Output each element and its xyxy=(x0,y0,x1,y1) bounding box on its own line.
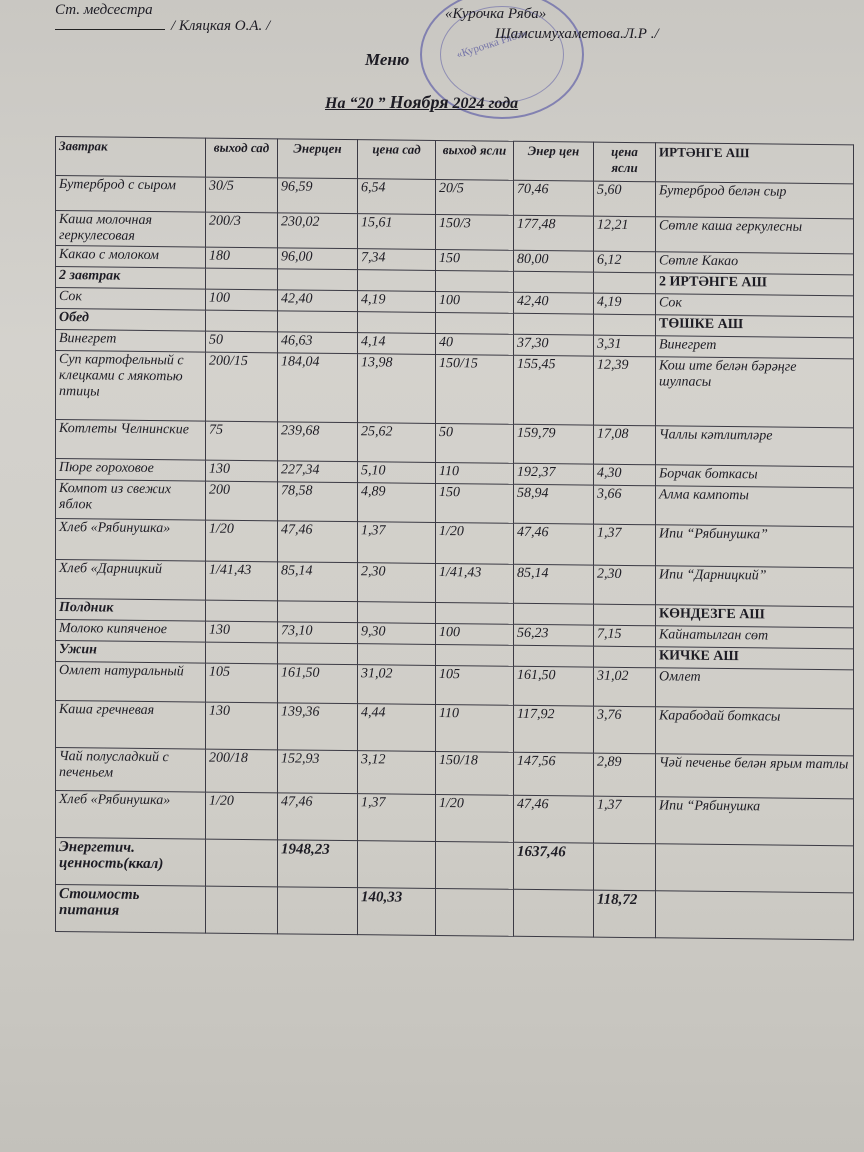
col-portion-yasli-cell: 100 xyxy=(436,291,514,313)
col-portion-yasli-cell: 150 xyxy=(436,483,514,523)
col-portion-sad-cell xyxy=(206,310,278,332)
col-price-sad-cell: 15,61 xyxy=(358,214,436,250)
col-tatar-name-cell: Борчак боткасы xyxy=(656,465,854,488)
empty-cell xyxy=(206,839,278,887)
col-price-yasli-cell xyxy=(594,604,656,626)
col-portion-yasli-cell xyxy=(436,270,514,292)
col-portion-yasli-cell: 150/3 xyxy=(436,214,514,250)
col-price-sad-cell xyxy=(358,270,436,292)
col-price-sad-header: цена сад xyxy=(358,140,436,180)
col-energy-yasli-cell: 192,37 xyxy=(514,463,594,485)
col-price-yasli-cell: 3,31 xyxy=(594,335,656,357)
col-energy-sad-cell: 47,46 xyxy=(278,521,358,563)
col-price-sad-cell: 3,12 xyxy=(358,751,436,795)
col-portion-sad-cell: 130 xyxy=(206,621,278,643)
cost-total-row-label: Стоимость питания xyxy=(56,885,206,934)
col-tatar-name-header: ИРТӘНГЕ АШ xyxy=(656,143,854,184)
col-price-yasli-cell: 3,66 xyxy=(594,485,656,525)
col-portion-yasli-cell: 1/20 xyxy=(436,522,514,564)
org-name: «Курочка Ряба» xyxy=(445,6,547,22)
col-price-sad-cell: 25,62 xyxy=(358,423,436,463)
col-tatar-name-cell: Ипи “Рябинушка” xyxy=(656,525,854,568)
nurse-label: Ст. медсестра xyxy=(55,2,153,18)
col-price-yasli-cell: 3,76 xyxy=(594,706,656,754)
col-price-sad-cell: 4,44 xyxy=(358,704,436,752)
col-price-sad-cell: 4,14 xyxy=(358,333,436,355)
col-energy-yasli-cell: 177,48 xyxy=(514,215,594,251)
col-energy-yasli-cell xyxy=(514,271,594,293)
col-price-yasli-cell xyxy=(594,314,656,336)
col-price-yasli-cell: 6,12 xyxy=(594,251,656,273)
col-meal-name-cell: Чай полусладкий с печеньем xyxy=(56,748,206,793)
col-price-sad-cell xyxy=(358,644,436,666)
col-energy-sad-cell xyxy=(278,269,358,291)
col-meal-name-cell: Бутерброд с сыром xyxy=(56,176,206,213)
col-price-sad-cell: 1,37 xyxy=(358,522,436,564)
col-portion-yasli-cell xyxy=(436,602,514,624)
col-energy-yasli-cell: 70,46 xyxy=(514,180,594,216)
empty-cell xyxy=(278,887,358,935)
col-energy-yasli-cell: 159,79 xyxy=(514,424,594,464)
col-energy-yasli-cell: 161,50 xyxy=(514,666,594,706)
col-portion-yasli-cell xyxy=(436,312,514,334)
col-energy-yasli-cell: 37,30 xyxy=(514,334,594,356)
col-energy-yasli-cell xyxy=(514,645,594,667)
col-energy-sad-cell: 184,04 xyxy=(278,353,358,423)
col-tatar-name-cell: Бутерброд белән сыр xyxy=(656,182,854,219)
col-portion-yasli-cell: 105 xyxy=(436,665,514,705)
col-energy-sad-cell xyxy=(278,643,358,665)
col-portion-sad-cell: 30/5 xyxy=(206,177,278,213)
empty-cell xyxy=(206,886,278,934)
col-price-sad-cell: 2,30 xyxy=(358,563,436,603)
col-price-yasli-cell: 7,15 xyxy=(594,625,656,647)
col-tatar-name-cell: КИЧКЕ АШ xyxy=(656,647,854,670)
col-portion-yasli-cell: 150 xyxy=(436,249,514,271)
col-tatar-name-cell: Ипи “Рябинушка xyxy=(656,797,854,846)
col-portion-sad-cell: 1/20 xyxy=(206,520,278,562)
col-price-yasli-cell: 1,37 xyxy=(594,796,656,844)
col-energy-yasli-cell: 56,23 xyxy=(514,624,594,646)
col-energy-sad-cell: 96,00 xyxy=(278,248,358,270)
col-energy-yasli-cell: 80,00 xyxy=(514,250,594,272)
col-energy-sad-cell xyxy=(278,601,358,623)
col-energy-sad-cell: 152,93 xyxy=(278,750,358,794)
col-tatar-name-cell: Сөтле Какао xyxy=(656,252,854,275)
col-price-sad-cell: 9,30 xyxy=(358,623,436,645)
col-price-yasli-cell: 2,89 xyxy=(594,753,656,797)
col-portion-yasli-cell: 110 xyxy=(436,704,514,752)
col-price-yasli-header: цена ясли xyxy=(594,142,656,182)
col-meal-name-cell: Какао с молоком xyxy=(56,246,206,269)
col-portion-yasli-cell: 110 xyxy=(436,462,514,484)
col-energy-sad-cell: 227,34 xyxy=(278,461,358,483)
col-tatar-name-cell: Кайнатылган сөт xyxy=(656,626,854,649)
col-energy-sad-cell: 230,02 xyxy=(278,213,358,249)
col-portion-sad-cell: 200/3 xyxy=(206,212,278,248)
col-meal-name-cell: Каша гречневая xyxy=(56,701,206,750)
col-portion-sad-cell: 50 xyxy=(206,331,278,353)
col-meal-name-cell: Омлет натуральный xyxy=(56,662,206,703)
energy-total-row xyxy=(56,838,854,893)
col-energy-sad-cell: 85,14 xyxy=(278,562,358,602)
col-energy-yasli-cell xyxy=(514,603,594,625)
col-tatar-name-cell: Чаллы кәтлитләре xyxy=(656,426,854,467)
col-tatar-name-cell: 2 ИРТӘНГЕ АШ xyxy=(656,273,854,296)
col-price-sad-cell xyxy=(358,312,436,334)
col-meal-name-cell: Ужин xyxy=(56,641,206,664)
col-price-yasli-cell: 12,21 xyxy=(594,216,656,252)
col-portion-yasli-cell: 40 xyxy=(436,333,514,355)
col-meal-name-cell: Обед xyxy=(56,309,206,332)
col-portion-sad-cell xyxy=(206,642,278,664)
col-energy-yasli-cell: 47,46 xyxy=(514,523,594,565)
col-portion-yasli-cell: 1/20 xyxy=(436,794,514,842)
col-energy-yasli-cell xyxy=(514,313,594,335)
col-tatar-name-cell: Кош ите белән бәрәңге шулпасы xyxy=(656,357,854,428)
col-meal-name-cell: Компот из свежих яблок xyxy=(56,480,206,521)
menu-date xyxy=(325,92,518,113)
col-portion-sad-cell: 130 xyxy=(206,702,278,750)
col-portion-sad-cell: 200 xyxy=(206,481,278,521)
col-energy-sad-header: Энерцен xyxy=(278,139,358,179)
col-price-sad-cell: 4,89 xyxy=(358,483,436,523)
cost-total-row-sad-value: 140,33 xyxy=(358,888,436,936)
col-energy-yasli-header: Энер цен xyxy=(514,141,594,181)
col-energy-yasli-cell: 58,94 xyxy=(514,484,594,524)
col-portion-sad-cell: 1/20 xyxy=(206,792,278,840)
col-price-yasli-cell: 4,19 xyxy=(594,293,656,315)
col-tatar-name-cell: КӨНДЕЗГЕ АШ xyxy=(656,605,854,628)
col-portion-sad-cell: 100 xyxy=(206,289,278,311)
col-portion-sad-header: выход сад xyxy=(206,138,278,178)
director-name: Шамсимухаметова.Л.Р ./ xyxy=(495,26,659,42)
col-energy-sad-cell xyxy=(278,311,358,333)
empty-cell xyxy=(358,841,436,889)
col-meal-name-cell: Суп картофельный с клецками с мякотью птицы xyxy=(56,351,206,422)
col-portion-sad-cell: 130 xyxy=(206,460,278,482)
nurse-name: / Кляцкая О.А. / xyxy=(171,18,271,34)
energy-total-row-label: Энергетич. ценность(ккал) xyxy=(56,838,206,887)
col-portion-yasli-header: выход ясли xyxy=(436,140,514,180)
menu-title: Меню xyxy=(365,50,410,69)
signature-line xyxy=(55,29,165,30)
col-price-yasli-cell xyxy=(594,272,656,294)
col-portion-yasli-cell: 150/18 xyxy=(436,751,514,795)
col-tatar-name-cell: Алма кампоты xyxy=(656,486,854,527)
col-energy-sad-cell: 47,46 xyxy=(278,793,358,841)
col-meal-name-cell: Хлеб «Рябинушка» xyxy=(56,519,206,562)
col-energy-yasli-cell: 117,92 xyxy=(514,705,594,753)
col-price-yasli-cell: 1,37 xyxy=(594,524,656,566)
col-meal-name-cell: 2 завтрак xyxy=(56,267,206,290)
col-tatar-name-cell: ТӨШКЕ АШ xyxy=(656,315,854,338)
col-tatar-name-cell: Карабодай боткасы xyxy=(656,707,854,756)
cost-total-row-yasli-value: 118,72 xyxy=(594,890,656,938)
col-energy-sad-cell: 161,50 xyxy=(278,664,358,704)
col-portion-sad-cell xyxy=(206,268,278,290)
col-portion-sad-cell: 200/18 xyxy=(206,749,278,793)
col-meal-name-cell: Пюре гороховое xyxy=(56,459,206,482)
date-year: 2024 года xyxy=(452,95,519,112)
col-energy-yasli-cell: 42,40 xyxy=(514,292,594,314)
col-energy-sad-cell: 42,40 xyxy=(278,290,358,312)
col-meal-name-cell: Котлеты Челнинские xyxy=(56,420,206,461)
col-energy-yasli-cell: 47,46 xyxy=(514,795,594,843)
energy-total-row-sad-value: 1948,23 xyxy=(278,840,358,888)
col-price-yasli-cell: 4,30 xyxy=(594,464,656,486)
col-price-yasli-cell xyxy=(594,646,656,668)
col-portion-yasli-cell: 20/5 xyxy=(436,179,514,215)
col-portion-sad-cell: 180 xyxy=(206,247,278,269)
col-tatar-name-cell: Сөтле каша геркулесны xyxy=(656,217,854,254)
col-tatar-name-cell: Чәй печенье белән ярым татлы xyxy=(656,754,854,799)
col-price-sad-cell: 1,37 xyxy=(358,794,436,842)
col-portion-sad-cell: 105 xyxy=(206,663,278,703)
col-price-sad-cell: 13,98 xyxy=(358,354,436,424)
col-price-sad-cell: 4,19 xyxy=(358,291,436,313)
col-meal-name-cell: Полдник xyxy=(56,599,206,622)
col-portion-yasli-cell xyxy=(436,644,514,666)
col-price-sad-cell: 31,02 xyxy=(358,665,436,705)
col-meal-name-cell: Винегрет xyxy=(56,330,206,353)
col-meal-name-cell: Каша молочная геркулесовая xyxy=(56,211,206,248)
energy-total-row-yasli-value: 1637,46 xyxy=(514,842,594,890)
col-meal-name-cell: Хлеб «Дарницкий xyxy=(56,560,206,601)
col-meal-name-cell: Сок xyxy=(56,288,206,311)
col-energy-sad-cell: 73,10 xyxy=(278,622,358,644)
col-portion-yasli-cell: 50 xyxy=(436,423,514,463)
col-portion-yasli-cell: 100 xyxy=(436,623,514,645)
col-price-yasli-cell: 12,39 xyxy=(594,356,656,426)
col-portion-sad-cell xyxy=(206,600,278,622)
col-tatar-name-cell: Винегрет xyxy=(656,336,854,359)
col-portion-sad-cell: 200/15 xyxy=(206,352,278,422)
col-portion-yasli-cell: 150/15 xyxy=(436,354,514,424)
col-portion-sad-cell: 75 xyxy=(206,421,278,461)
col-portion-yasli-cell: 1/41,43 xyxy=(436,563,514,603)
empty-cell xyxy=(656,844,854,893)
col-meal-name-cell: Молоко кипяченое xyxy=(56,620,206,643)
empty-cell xyxy=(656,891,854,940)
col-meal-name-cell: Хлеб «Рябинушка» xyxy=(56,791,206,840)
col-tatar-name-cell: Омлет xyxy=(656,668,854,709)
col-price-yasli-cell: 5,60 xyxy=(594,181,656,217)
empty-cell xyxy=(436,888,514,936)
table-row xyxy=(56,701,854,756)
col-price-sad-cell xyxy=(358,602,436,624)
nurse-signature-block xyxy=(55,2,271,34)
col-energy-sad-cell: 78,58 xyxy=(278,482,358,522)
cost-total-row xyxy=(56,885,854,940)
col-price-yasli-cell: 17,08 xyxy=(594,425,656,465)
col-tatar-name-cell: Ипи “Дарницкий” xyxy=(656,566,854,607)
empty-cell xyxy=(514,889,594,937)
empty-cell xyxy=(594,843,656,891)
date-prefix: На “20 ” xyxy=(325,95,386,112)
table-row xyxy=(56,791,854,846)
col-energy-sad-cell: 139,36 xyxy=(278,703,358,751)
col-meal-name-header: Завтрак xyxy=(56,137,206,178)
col-energy-sad-cell: 46,63 xyxy=(278,332,358,354)
col-energy-yasli-cell: 85,14 xyxy=(514,564,594,604)
col-energy-sad-cell: 239,68 xyxy=(278,422,358,462)
menu-table xyxy=(55,136,854,940)
col-energy-sad-cell: 96,59 xyxy=(278,178,358,214)
col-price-sad-cell: 5,10 xyxy=(358,462,436,484)
col-price-sad-cell: 7,34 xyxy=(358,249,436,271)
col-price-sad-cell: 6,54 xyxy=(358,179,436,215)
col-price-yasli-cell: 2,30 xyxy=(594,565,656,605)
date-month: Ноября xyxy=(389,92,449,112)
col-portion-sad-cell: 1/41,43 xyxy=(206,561,278,601)
col-price-yasli-cell: 31,02 xyxy=(594,667,656,707)
empty-cell xyxy=(436,841,514,889)
col-energy-yasli-cell: 147,56 xyxy=(514,752,594,796)
stamp-text: «Курочка Ряба» xyxy=(454,26,529,62)
table-row xyxy=(56,351,854,428)
col-tatar-name-cell: Сок xyxy=(656,294,854,317)
col-energy-yasli-cell: 155,45 xyxy=(514,355,594,425)
director-signature-block xyxy=(445,6,659,42)
